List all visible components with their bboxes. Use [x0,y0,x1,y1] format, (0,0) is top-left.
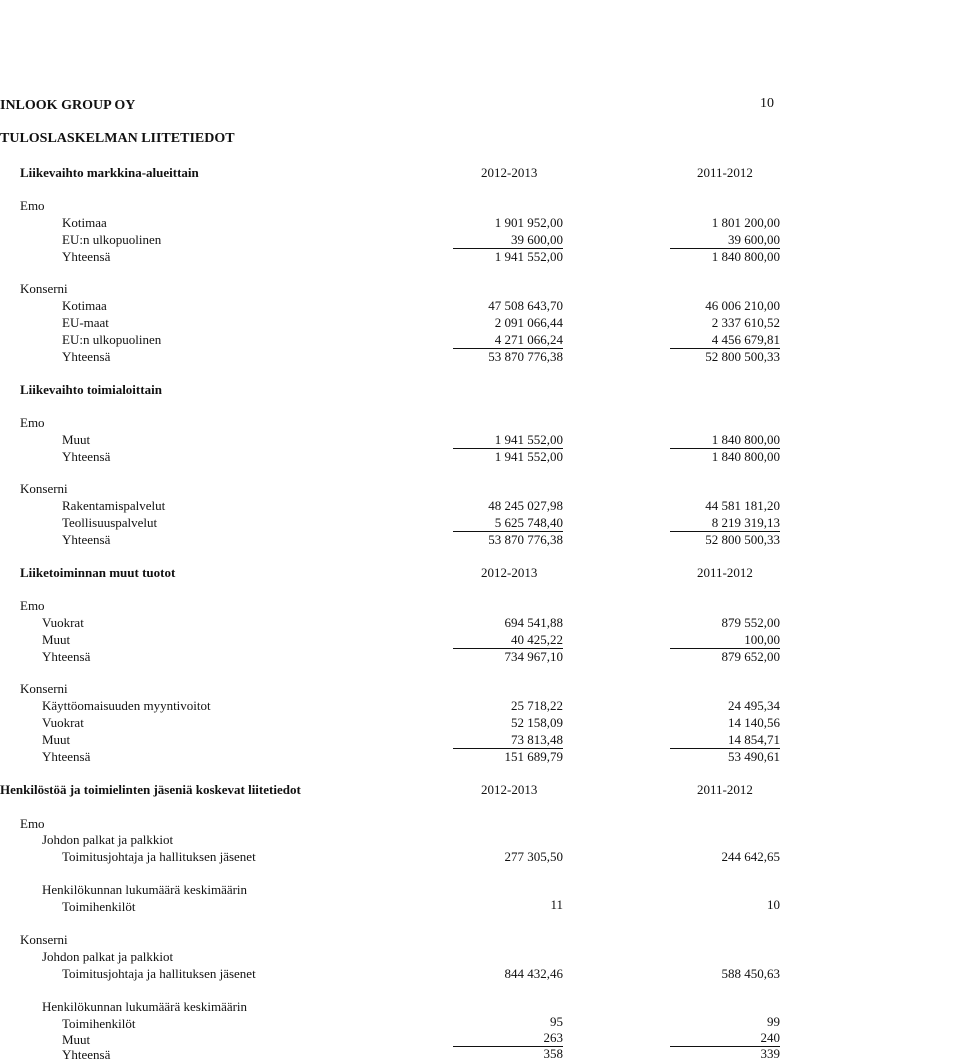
year-label: 2011-2012 [697,165,753,180]
subheading: Henkilökunnan lukumäärä keskimäärin [42,999,248,1014]
value-cell: 588 450,63 [721,966,780,981]
value-cell: 4 271 066,24 [453,332,563,349]
value-cell: 277 305,50 [504,849,563,864]
total-cell: 879 652,00 [721,649,780,664]
company-name: INLOOK GROUP OY [0,98,136,113]
total-cell: 53 870 776,38 [488,532,563,547]
year-label: 2012-2013 [481,165,538,180]
row-label: EU:n ulkopuolinen [62,332,162,347]
total-cell: 1 941 552,00 [494,249,563,264]
value-cell: 4 456 679,81 [670,332,780,349]
value-cell: 244 642,65 [721,849,780,864]
row-label: Yhteensä [42,749,91,764]
value-cell: 24 495,34 [728,698,780,713]
value-cell: 10 [767,897,780,912]
total-cell: 53 870 776,38 [488,349,563,364]
row-label: Muut [62,1032,91,1047]
group-label: Konserni [20,932,68,947]
total-cell: 339 [760,1046,780,1061]
group-label: Emo [20,198,45,213]
page-number: 10 [760,96,774,111]
row-label: Vuokrat [42,715,84,730]
value-cell: 73 813,48 [453,732,563,749]
row-label: Toimitusjohtaja ja hallituksen jäsenet [62,966,256,981]
group-label: Konserni [20,481,68,496]
section-heading: Liikevaihto toimialoittain [20,382,162,397]
row-label: Toimihenkilöt [62,899,136,914]
value-cell: 47 508 643,70 [488,298,563,313]
row-label: EU-maat [62,315,109,330]
value-cell: 240 [670,1030,780,1047]
value-cell: 95 [550,1014,563,1029]
total-cell: 1 941 552,00 [494,449,563,464]
value-cell: 46 006 210,00 [705,298,780,313]
row-label: Yhteensä [62,449,111,464]
row-label: Kotimaa [62,298,107,313]
value-cell: 14 854,71 [670,732,780,749]
subheading: Johdon palkat ja palkkiot [42,832,174,847]
value-cell: 2 091 066,44 [494,315,563,330]
row-label: Yhteensä [62,1047,111,1062]
row-label: Toimihenkilöt [62,1016,136,1031]
value-cell: 879 552,00 [721,615,780,630]
section-heading: Liiketoiminnan muut tuotot [20,565,176,580]
value-cell: 5 625 748,40 [453,515,563,532]
group-label: Emo [20,415,45,430]
section-heading: Henkilöstöä ja toimielinten jäseniä koskevat liitetiedot [0,782,301,797]
row-label: Teollisuuspalvelut [62,515,158,530]
total-cell: 52 800 500,33 [705,349,780,364]
value-cell: 1 901 952,00 [494,215,563,230]
value-cell: 52 158,09 [511,715,563,730]
year-label: 2012-2013 [481,782,538,797]
value-cell: 694 541,88 [504,615,563,630]
total-cell: 52 800 500,33 [705,532,780,547]
row-label: Vuokrat [42,615,84,630]
row-label: Rakentamispalvelut [62,498,166,513]
value-cell: 99 [767,1014,780,1029]
value-cell: 48 245 027,98 [488,498,563,513]
row-label: Muut [62,432,91,447]
subheading: Henkilökunnan lukumäärä keskimäärin [42,882,248,897]
value-cell: 11 [550,897,563,912]
value-cell: 44 581 181,20 [705,498,780,513]
value-cell: 39 600,00 [670,232,780,249]
section-heading: Liikevaihto markkina-alueittain [20,165,199,180]
row-label: Muut [42,632,71,647]
row-label: Yhteensä [62,532,111,547]
value-cell: 40 425,22 [453,632,563,649]
row-label: Yhteensä [62,249,111,264]
subheading: Johdon palkat ja palkkiot [42,949,174,964]
row-label: Kotimaa [62,215,107,230]
row-label: EU:n ulkopuolinen [62,232,162,247]
value-cell: 39 600,00 [453,232,563,249]
row-label: Muut [42,732,71,747]
total-cell: 734 967,10 [504,649,563,664]
page-title: TULOSLASKELMAN LIITETIEDOT [0,131,235,146]
total-cell: 1 840 800,00 [711,249,780,264]
total-cell: 53 490,61 [728,749,780,764]
row-label: Toimitusjohtaja ja hallituksen jäsenet [62,849,256,864]
value-cell: 263 [453,1030,563,1047]
group-label: Emo [20,598,45,613]
value-cell: 8 219 319,13 [670,515,780,532]
total-cell: 358 [543,1046,563,1061]
group-label: Emo [20,816,45,831]
value-cell: 1 941 552,00 [453,432,563,449]
row-label: Käyttöomaisuuden myyntivoitot [42,698,211,713]
group-label: Konserni [20,281,68,296]
year-label: 2012-2013 [481,565,538,580]
value-cell: 844 432,46 [504,966,563,981]
year-label: 2011-2012 [697,782,753,797]
row-label: Yhteensä [62,349,111,364]
value-cell: 1 840 800,00 [670,432,780,449]
value-cell: 2 337 610,52 [711,315,780,330]
total-cell: 151 689,79 [504,749,563,764]
total-cell: 1 840 800,00 [711,449,780,464]
value-cell: 14 140,56 [728,715,780,730]
group-label: Konserni [20,681,68,696]
year-label: 2011-2012 [697,565,753,580]
value-cell: 1 801 200,00 [711,215,780,230]
value-cell: 100,00 [670,632,780,649]
row-label: Yhteensä [42,649,91,664]
value-cell: 25 718,22 [511,698,563,713]
